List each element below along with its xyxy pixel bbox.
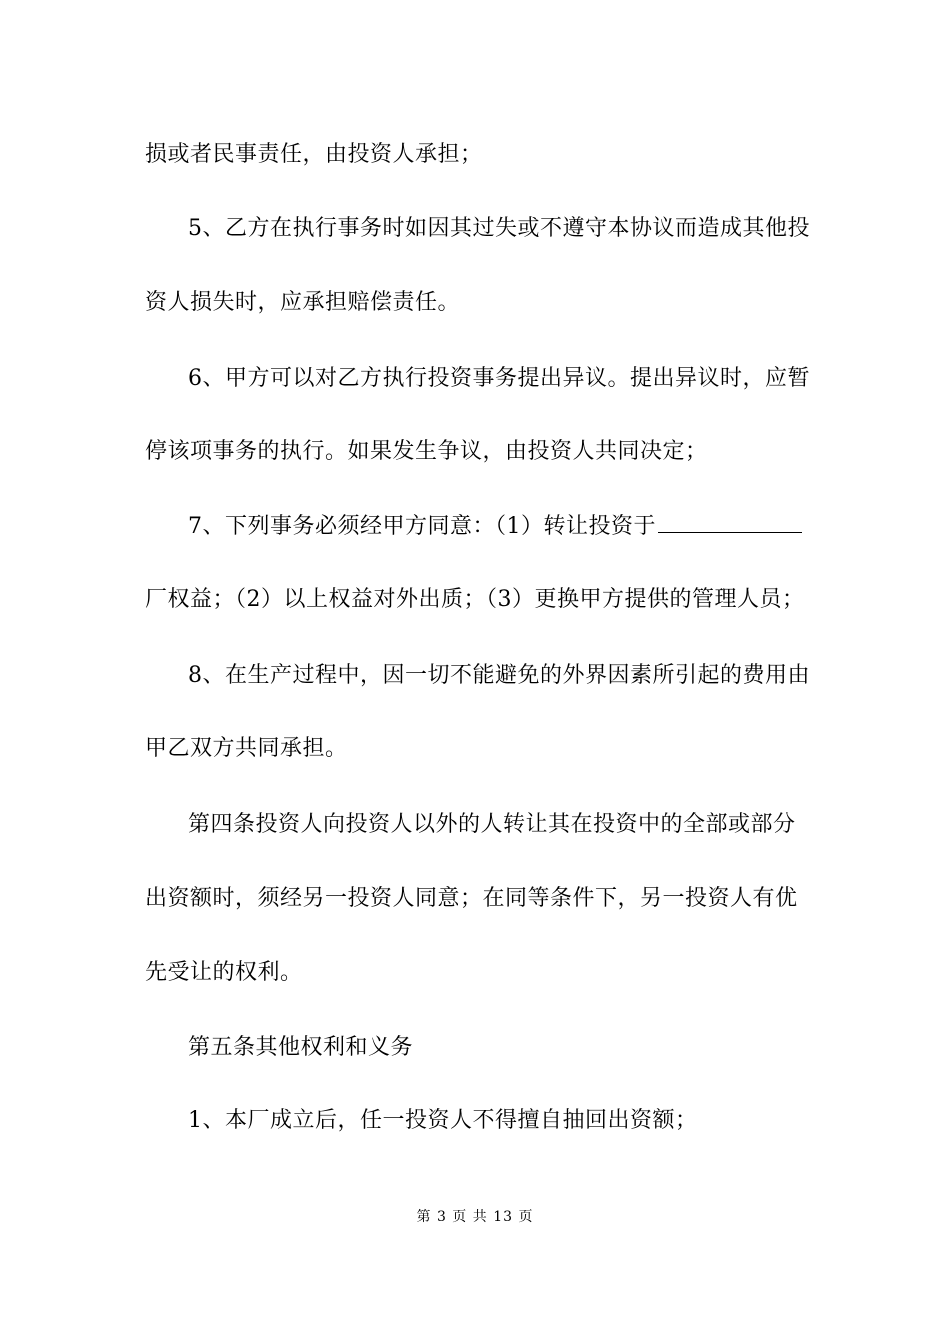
text-line-14: 1、本厂成立后，任一投资人不得擅自抽回出资额； [188,1108,698,1133]
text-line-9: 甲乙双方共同承担。 [145,736,348,761]
text-line-10: 第四条投资人向投资人以外的人转让其在投资中的全部或部分 [188,812,796,837]
page-footer: 第 3 页 共 13 页 [416,1209,534,1225]
text-line-13: 第五条其他权利和义务 [188,1035,414,1060]
text-line-4: 6、甲方可以对乙方执行投资事务提出异议。提出异议时，应暂 [188,366,810,391]
text-line-5: 停该项事务的执行。如果发生争议，由投资人共同决定； [145,439,708,464]
fill-in-blank [658,512,802,533]
text-line-2: 5、乙方在执行事务时如因其过失或不遵守本协议而造成其他投 [188,216,810,241]
text-line-7: 厂权益；（2）以上权益对外出质；（3）更换甲方提供的管理人员； [145,587,805,612]
text-line-3: 资人损失时，应承担赔偿责任。 [145,290,461,315]
text-line-11: 出资额时，须经另一投资人同意；在同等条件下，另一投资人有优 [145,886,798,911]
text-line-12: 先受让的权利。 [145,960,303,985]
text-line-1: 损或者民事责任，由投资人承担； [145,142,483,167]
text-line-8: 8、在生产过程中，因一切不能避免的外界因素所引起的费用由 [188,663,810,688]
text-line-6 [188,512,868,542]
text-line-6-text: 7、下列事务必须经甲方同意：（1）转让投资于 [188,514,656,539]
